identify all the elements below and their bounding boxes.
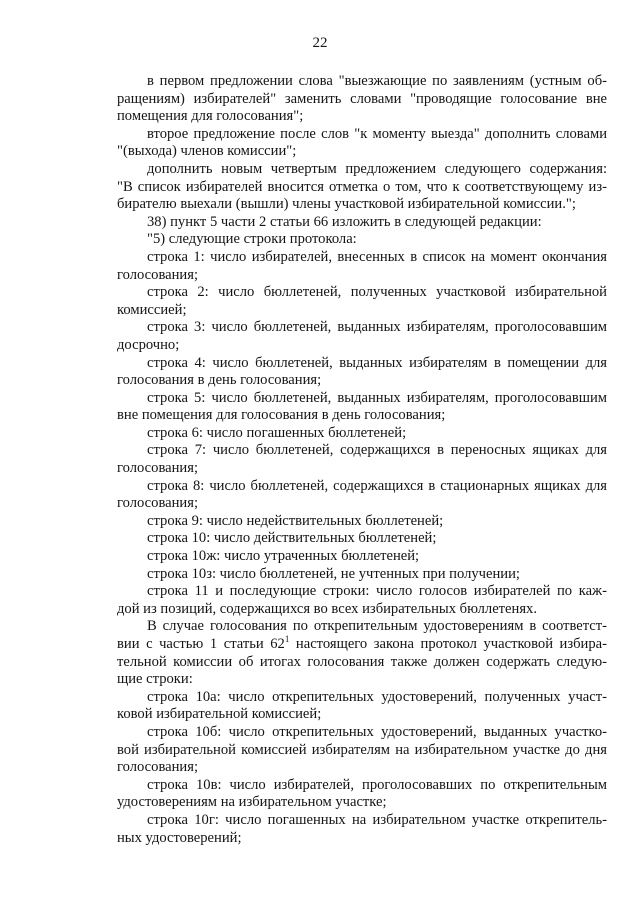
text-line (117, 742, 607, 760)
line-text: тельной комиссии об итогах голосования также должен содержать следую- (117, 653, 607, 670)
line-text: "5) следующие строки протокола: (147, 231, 357, 248)
text-line (117, 249, 607, 267)
text-line (117, 654, 607, 672)
text-line (117, 636, 607, 654)
line-text: "(выхода) членов комиссии"; (117, 143, 297, 160)
line-text: строка 10в: число избирателей, проголосовавших по открепительным (147, 776, 607, 793)
paragraph (117, 161, 607, 214)
line-text: "В список избирателей вносится отметка о том, что к соответствующему из- (117, 178, 607, 195)
line-text: в первом предложении слова "выезжающие по заявлениям (устным об- (147, 73, 607, 89)
line-text: голосования; (117, 495, 199, 512)
paragraph (117, 442, 607, 477)
text-line (117, 355, 607, 373)
superscript: 1 (284, 634, 290, 645)
text-line (117, 601, 607, 619)
text-line (117, 460, 607, 478)
paragraph (117, 214, 607, 232)
line-text: строка 10: число действительных бюллетеней; (147, 530, 437, 547)
line-text: щие строки: (117, 671, 193, 688)
paragraph (117, 425, 607, 443)
line-text: бирателю выехали (вышли) члены участковой избирательной комиссии."; (117, 196, 576, 213)
text-line (117, 618, 607, 636)
line-text: строка 10б: число открепительных удостоверений, выданных участко- (147, 723, 607, 740)
line-text: строка 9: число недействительных бюллетеней; (147, 512, 444, 529)
text-line (117, 425, 607, 443)
text-line (117, 442, 607, 460)
line-text: строка 3: число бюллетеней, выданных избирателям, проголосовавшим (147, 319, 607, 336)
line-text-continued: настоящего закона протокол участковой избира- (289, 636, 608, 652)
text-line (117, 478, 607, 496)
line-text: комиссией; (117, 301, 187, 318)
paragraph (117, 689, 607, 724)
text-line (117, 372, 607, 390)
paragraph (117, 390, 607, 425)
paragraph (117, 284, 607, 319)
text-line (117, 407, 607, 425)
text-line (117, 319, 607, 337)
paragraph (117, 618, 607, 688)
line-text: строка 7: число бюллетеней, содержащихся в переносных ящиках для (147, 442, 607, 459)
line-text: голосования; (117, 460, 199, 477)
text-line (117, 794, 607, 812)
text-line (117, 267, 607, 285)
text-line (117, 689, 607, 707)
line-text: голосования; (117, 759, 199, 776)
text-line (117, 73, 607, 91)
line-text: строка 10ж: число утраченных бюллетеней; (147, 548, 420, 565)
paragraph (117, 548, 607, 566)
text-line (117, 214, 607, 232)
text-line (117, 390, 607, 408)
text-line (117, 108, 607, 126)
line-text: дополнить новым четвертым предложением следующего содержания: (147, 160, 607, 177)
line-text: строка 8: число бюллетеней, содержащихся в стационарных ящиках для (147, 477, 607, 494)
paragraph (117, 530, 607, 548)
line-text: В случае голосования по открепительным удостоверениям в соответст- (147, 618, 607, 635)
text-line (117, 179, 607, 197)
line-text: строка 10г: число погашенных на избирательном участке открепитель- (147, 811, 607, 828)
paragraph (117, 513, 607, 531)
text-line (117, 706, 607, 724)
line-text: строка 5: число бюллетеней, выданных избирателям, проголосовавшим (147, 389, 607, 406)
paragraph (117, 231, 607, 249)
paragraph (117, 812, 607, 847)
paragraph (117, 583, 607, 618)
paragraph (117, 319, 607, 354)
text-line (117, 196, 607, 214)
line-text: строка 10а: число открепительных удостоверений, полученных участ- (147, 688, 607, 705)
line-text: второе предложение после слов "к моменту выезда" дополнить словами (147, 125, 607, 142)
line-text: голосования в день голосования; (117, 372, 322, 389)
line-text: строка 2: число бюллетеней, полученных участковой избирательной (147, 284, 607, 301)
text-line (117, 143, 607, 161)
line-text: 38) пункт 5 части 2 статьи 66 изложить в следующей редакции: (147, 213, 542, 230)
paragraph (117, 126, 607, 161)
text-line (117, 566, 607, 584)
text-line (117, 513, 607, 531)
page-number: 22 (312, 35, 328, 51)
paragraph (117, 355, 607, 390)
text-line (117, 777, 607, 795)
line-text: строка 6: число погашенных бюллетеней; (147, 424, 407, 441)
paragraph (117, 724, 607, 777)
line-text: досрочно; (117, 336, 180, 353)
paragraph (117, 249, 607, 284)
text-line (117, 724, 607, 742)
text-line (117, 284, 607, 302)
line-text: удостоверениям на избирательном участке; (117, 794, 387, 811)
line-text: ковой избирательной комиссией; (117, 706, 322, 723)
line-text: вии с частью 1 статьи 62 (117, 636, 285, 652)
paragraph (117, 566, 607, 584)
line-text: голосования; (117, 266, 199, 283)
line-text: помещения для голосования"; (117, 108, 304, 125)
text-line (117, 231, 607, 249)
text-line (117, 337, 607, 355)
paragraph (117, 478, 607, 513)
line-text: строка 4: число бюллетеней, выданных избирателям в помещении для (147, 354, 607, 371)
line-text: ных удостоверений; (117, 829, 242, 846)
text-line (117, 830, 607, 848)
line-text: строка 11 и последующие строки: число голосов избирателей по каж- (147, 583, 607, 600)
text-line (117, 161, 607, 179)
text-line (117, 91, 607, 109)
line-text: вой избирательной комиссией избирателям на избирательном участке до дня (117, 741, 607, 758)
line-text: вне помещения для голосования в день голосования; (117, 407, 446, 424)
text-line (117, 548, 607, 566)
text-line (117, 759, 607, 777)
text-line (117, 583, 607, 601)
text-line (117, 495, 607, 513)
paragraph (117, 777, 607, 812)
line-text: строка 10з: число бюллетеней, не учтенных при получении; (147, 565, 520, 582)
line-text: строка 1: число избирателей, внесенных в список на момент окончания (147, 248, 607, 265)
document-body (117, 73, 607, 847)
line-text: дой из позиций, содержащихся во всех избирательных бюллетенях. (117, 600, 538, 617)
text-line (117, 126, 607, 144)
text-line (117, 302, 607, 320)
text-line (117, 530, 607, 548)
line-text: ращениям) избирателей" заменить словами "проводящие голосование вне (117, 90, 607, 107)
paragraph (117, 73, 607, 126)
text-line (117, 812, 607, 830)
text-line (117, 671, 607, 689)
